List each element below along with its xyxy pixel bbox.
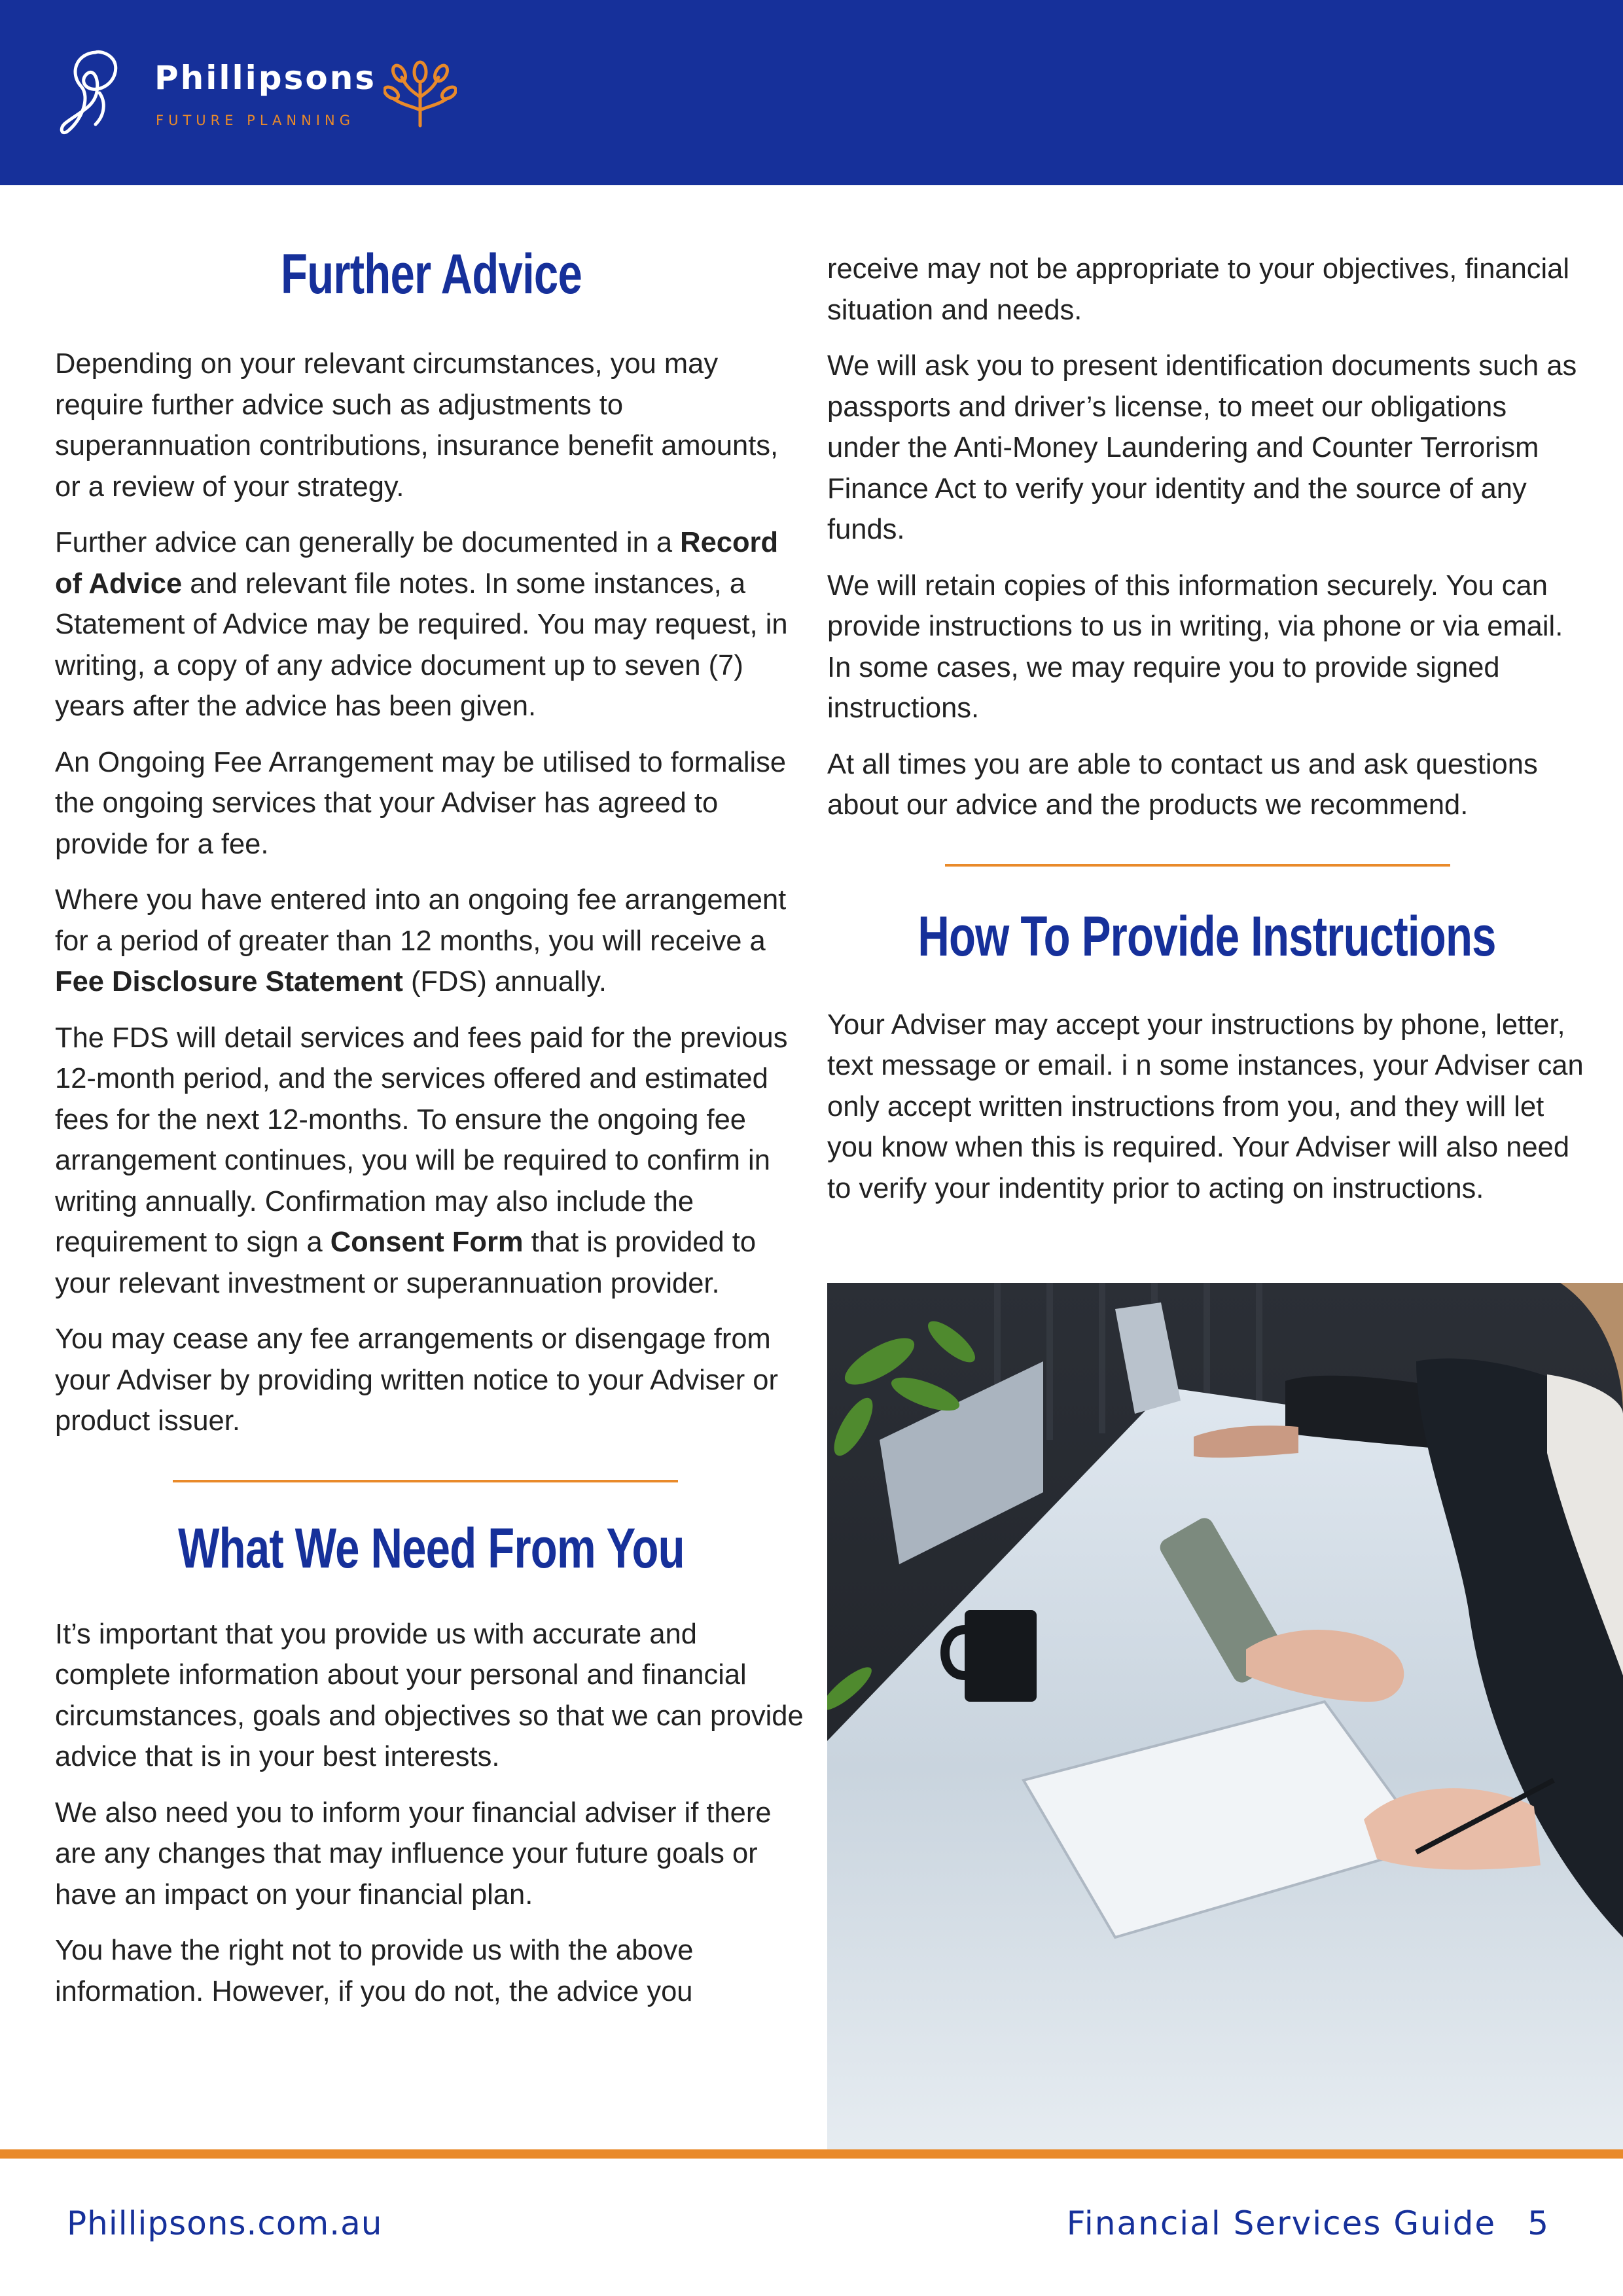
section-divider [173,1480,678,1482]
left-column [55,242,808,2027]
further-advice-heading: Further Advice [280,243,582,306]
website-link[interactable]: Phillipsons.com.au [67,2204,383,2242]
phillipsons-monogram-logo [56,47,128,139]
what-we-need-paragraph-7: At all times you are able to contact us and ask questions about our advice and the products we recommend. [827,748,1538,821]
footer-divider [0,2149,1623,2159]
brand-name: Phillipsons [154,59,377,97]
page-number: 5 [1527,2204,1550,2242]
section-divider [945,864,1450,867]
fee-disclosure-statement-term: Fee Disclosure Statement [55,966,403,997]
further-advice-paragraph-4: Where you have entered into an ongoing fee arrangement for a period of greater than 12 months, you will receive a Fee Disclosure Statement (FDS) annually. [55,884,787,997]
footer-document-info [1067,2204,1550,2242]
brand-tagline: FUTURE PLANNING [156,113,355,128]
what-we-need-paragraph-2: We also need you to inform your financial adviser if there are any changes that may influence your future goals or have an impact on your financial plan. [55,1797,772,1910]
brand-logo[interactable] [56,47,462,139]
right-column [827,249,1586,1224]
what-we-need-paragraph-3: You have the right not to provide us with the above information. However, if you do not, the advice you [55,1935,694,2007]
tree-logo-icon [383,58,457,131]
further-advice-paragraph-5: The FDS will detail services and fees paid for the previous 12-month period, and the services offered and estimated fees for the next 12-months. To ensure the ongoing fee arrangement continues, you will be required to confirm in writing annually. Confirmation may also include the requirement to sign a Consent Form that is provided to your relevant investment or superannuation provider. [55,1022,788,1299]
what-we-need-paragraph-4: receive may not be appropriate to your objectives, financial situation and needs. [827,253,1570,326]
instructions-paragraph-1: Your Adviser may accept your instructions by phone, letter, text message or email. i n some instances, your Adviser can only accept written instructions from you, and they will let you know when this is required. Your Adviser will also need to verify your indentity prior to acting on instructions. [827,1009,1584,1204]
record-of-advice-term: Record of Advice [55,527,779,600]
further-advice-paragraph-1: Depending on your relevant circumstances, you may require further advice such as adjustments to superannuation contributions, insurance benefit amounts, or a review of your strategy. [55,348,779,503]
further-advice-paragraph-3: An Ongoing Fee Arrangement may be utilised to formalise the ongoing services that your Adviser has agreed to provide for a fee. [55,746,787,860]
further-advice-paragraph-6: You may cease any fee arrangements or disengage from your Adviser by providing written notice to your Adviser or product issuer. [55,1323,778,1437]
what-we-need-paragraph-5: We will ask you to present identification documents such as passports and driver’s license, to meet our obligations under the Anti-Money Laundering and Counter Terrorism Finance Act to verify your identity and the source of any funds. [827,350,1577,545]
what-we-need-paragraph-6: We will retain copies of this information securely. You can provide instructions to us in writing, via phone or via email. In some cases, we may require you to provide signed instructions. [827,569,1563,724]
consent-form-term: Consent Form [330,1227,524,1258]
what-we-need-heading: What We Need From You [178,1516,685,1580]
page-header [0,0,1623,185]
what-we-need-paragraph-1: It’s important that you provide us with accurate and complete information about your personal and financial circumstances, goals and objectives so that we can provide advice that is in your best interests. [55,1618,804,1772]
further-advice-paragraph-2: Further advice can generally be documented in a Record of Advice and relevant file notes. In some instances, a Statement of Advice may be required. You may request, in writing, a copy of any advice document up to seven (7) years after the advice has been given. [55,527,788,722]
document-title: Financial Services Guide [1066,2204,1497,2242]
office-meeting-photo [827,1283,1623,2149]
photo-illustration [827,1283,1623,2149]
how-to-provide-instructions-heading: How To Provide Instructions [918,905,1496,968]
